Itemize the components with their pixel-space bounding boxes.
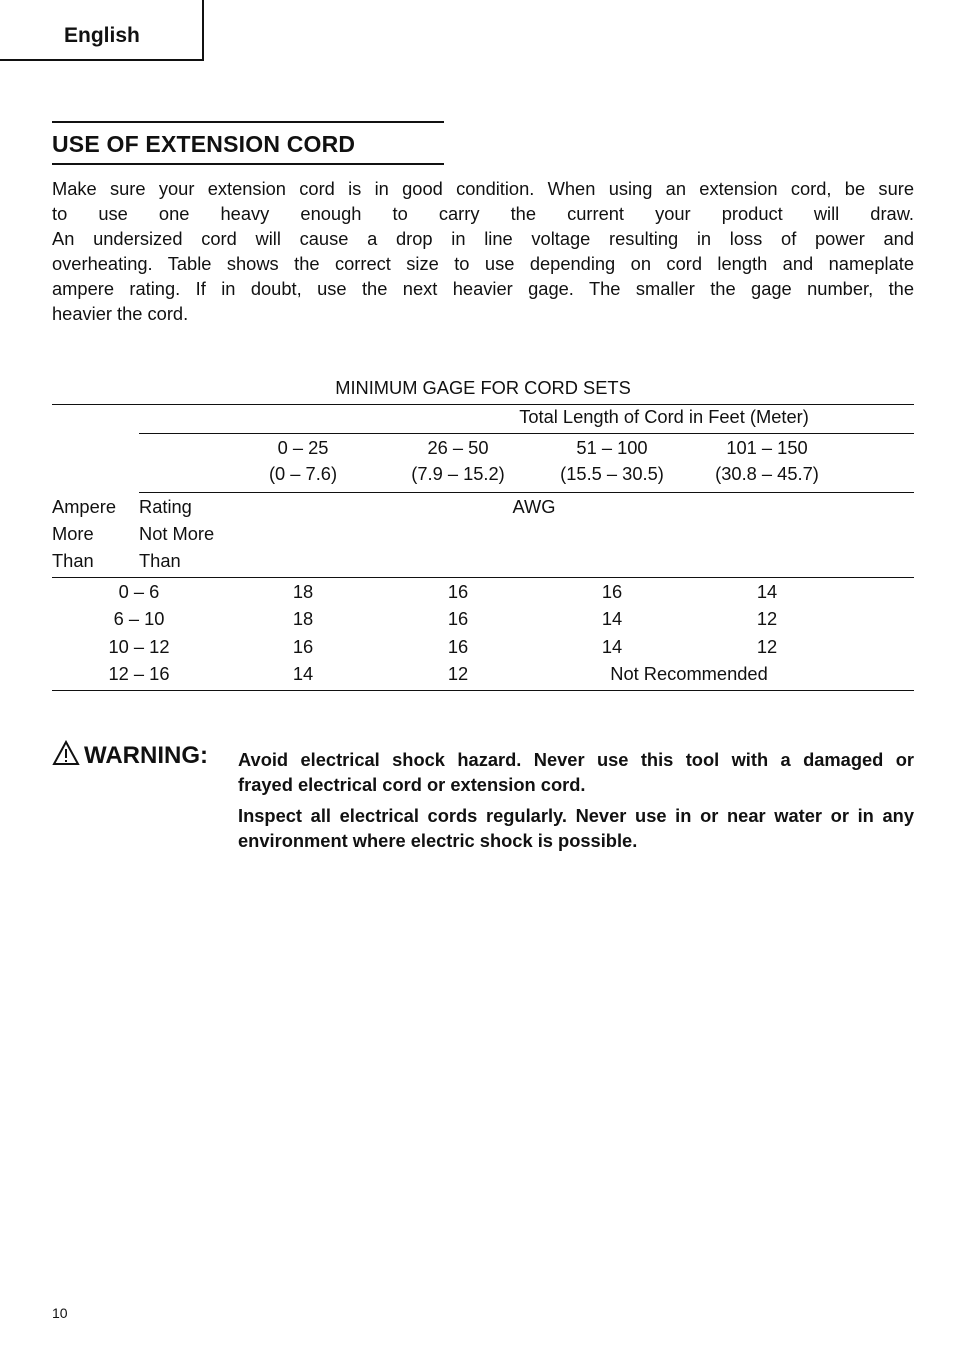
warning-line: Avoid electrical shock hazard. Never use this tool with a damaged or bbox=[238, 749, 914, 770]
intro-line: overheating. Table shows the correct size to use depending on cord length and nameplate bbox=[52, 253, 914, 274]
table-rule bbox=[52, 404, 914, 405]
awg-value: 14 bbox=[292, 663, 314, 684]
awg-value: 14 bbox=[601, 636, 623, 657]
table-title: MINIMUM GAGE FOR CORD SETS bbox=[335, 377, 631, 398]
awg-value: 12 bbox=[447, 663, 469, 684]
length-col-feet: 101 – 150 bbox=[726, 437, 808, 458]
table-rule bbox=[139, 433, 914, 434]
warning-line: frayed electrical cord or extension cord. bbox=[238, 774, 586, 795]
warning-colon: : bbox=[200, 742, 208, 769]
table-rule bbox=[52, 690, 914, 691]
awg-value: 12 bbox=[756, 608, 778, 629]
awg-value: 14 bbox=[756, 581, 778, 602]
warning-paragraph-1 bbox=[238, 747, 914, 797]
table-rule bbox=[139, 492, 914, 493]
ampere-range: 0 – 6 bbox=[118, 581, 160, 602]
ampere-header-line: Ampere bbox=[52, 496, 117, 517]
length-col-meter: (0 – 7.6) bbox=[268, 463, 338, 484]
language-tab bbox=[0, 0, 204, 61]
rating-header-line: Than bbox=[139, 550, 181, 571]
awg-label: AWG bbox=[512, 496, 556, 517]
length-col-meter: (7.9 – 15.2) bbox=[411, 463, 505, 484]
not-recommended-note: Not Recommended bbox=[610, 663, 768, 684]
awg-value: 14 bbox=[601, 608, 623, 629]
ampere-range: 12 – 16 bbox=[108, 663, 170, 684]
awg-value: 16 bbox=[447, 581, 469, 602]
awg-value: 18 bbox=[292, 581, 314, 602]
ampere-range: 10 – 12 bbox=[108, 636, 170, 657]
awg-value: 16 bbox=[447, 636, 469, 657]
length-col-feet: 51 – 100 bbox=[576, 437, 648, 458]
intro-line: heavier the cord. bbox=[52, 303, 189, 324]
rating-header-line: Rating bbox=[139, 496, 192, 517]
language-label: English bbox=[64, 24, 140, 47]
ampere-header-line: Than bbox=[52, 550, 94, 571]
awg-value: 18 bbox=[292, 608, 314, 629]
warning-paragraph-2 bbox=[238, 803, 914, 853]
awg-value: 16 bbox=[601, 581, 623, 602]
length-col-feet: 26 – 50 bbox=[427, 437, 489, 458]
awg-value: 16 bbox=[447, 608, 469, 629]
intro-paragraph bbox=[52, 176, 914, 326]
ampere-range: 6 – 10 bbox=[113, 608, 165, 629]
intro-line: Make sure your extension cord is in good condition. When using an extension cord, be sure bbox=[52, 178, 914, 199]
warning-triangle-icon bbox=[52, 742, 84, 769]
intro-line: to use one heavy enough to carry the current your product will draw. bbox=[52, 203, 914, 224]
table-rule bbox=[52, 577, 914, 578]
length-col-meter: (30.8 – 45.7) bbox=[715, 463, 819, 484]
warning-word: WARNING bbox=[84, 742, 200, 769]
ampere-header-line: More bbox=[52, 523, 94, 544]
awg-value: 12 bbox=[756, 636, 778, 657]
awg-value: 16 bbox=[292, 636, 314, 657]
warning-line: environment where electric shock is possible. bbox=[238, 830, 638, 851]
warning-line: Inspect all electrical cords regularly. Never use in or near water or in any bbox=[238, 805, 914, 826]
intro-line: ampere rating. If in doubt, use the next heavier gage. The smaller the gage number, the bbox=[52, 278, 914, 299]
length-col-meter: (15.5 – 30.5) bbox=[560, 463, 664, 484]
rating-header-line: Not More bbox=[139, 523, 215, 544]
page-number: 10 bbox=[52, 1305, 68, 1321]
intro-line: An undersized cord will cause a drop in line voltage resulting in loss of power and bbox=[52, 228, 914, 249]
length-header: Total Length of Cord in Feet (Meter) bbox=[519, 406, 809, 427]
section-title: USE OF EXTENSION CORD bbox=[52, 131, 356, 157]
length-col-feet: 0 – 25 bbox=[277, 437, 329, 458]
warning-label bbox=[52, 740, 208, 770]
section-heading bbox=[52, 121, 444, 165]
